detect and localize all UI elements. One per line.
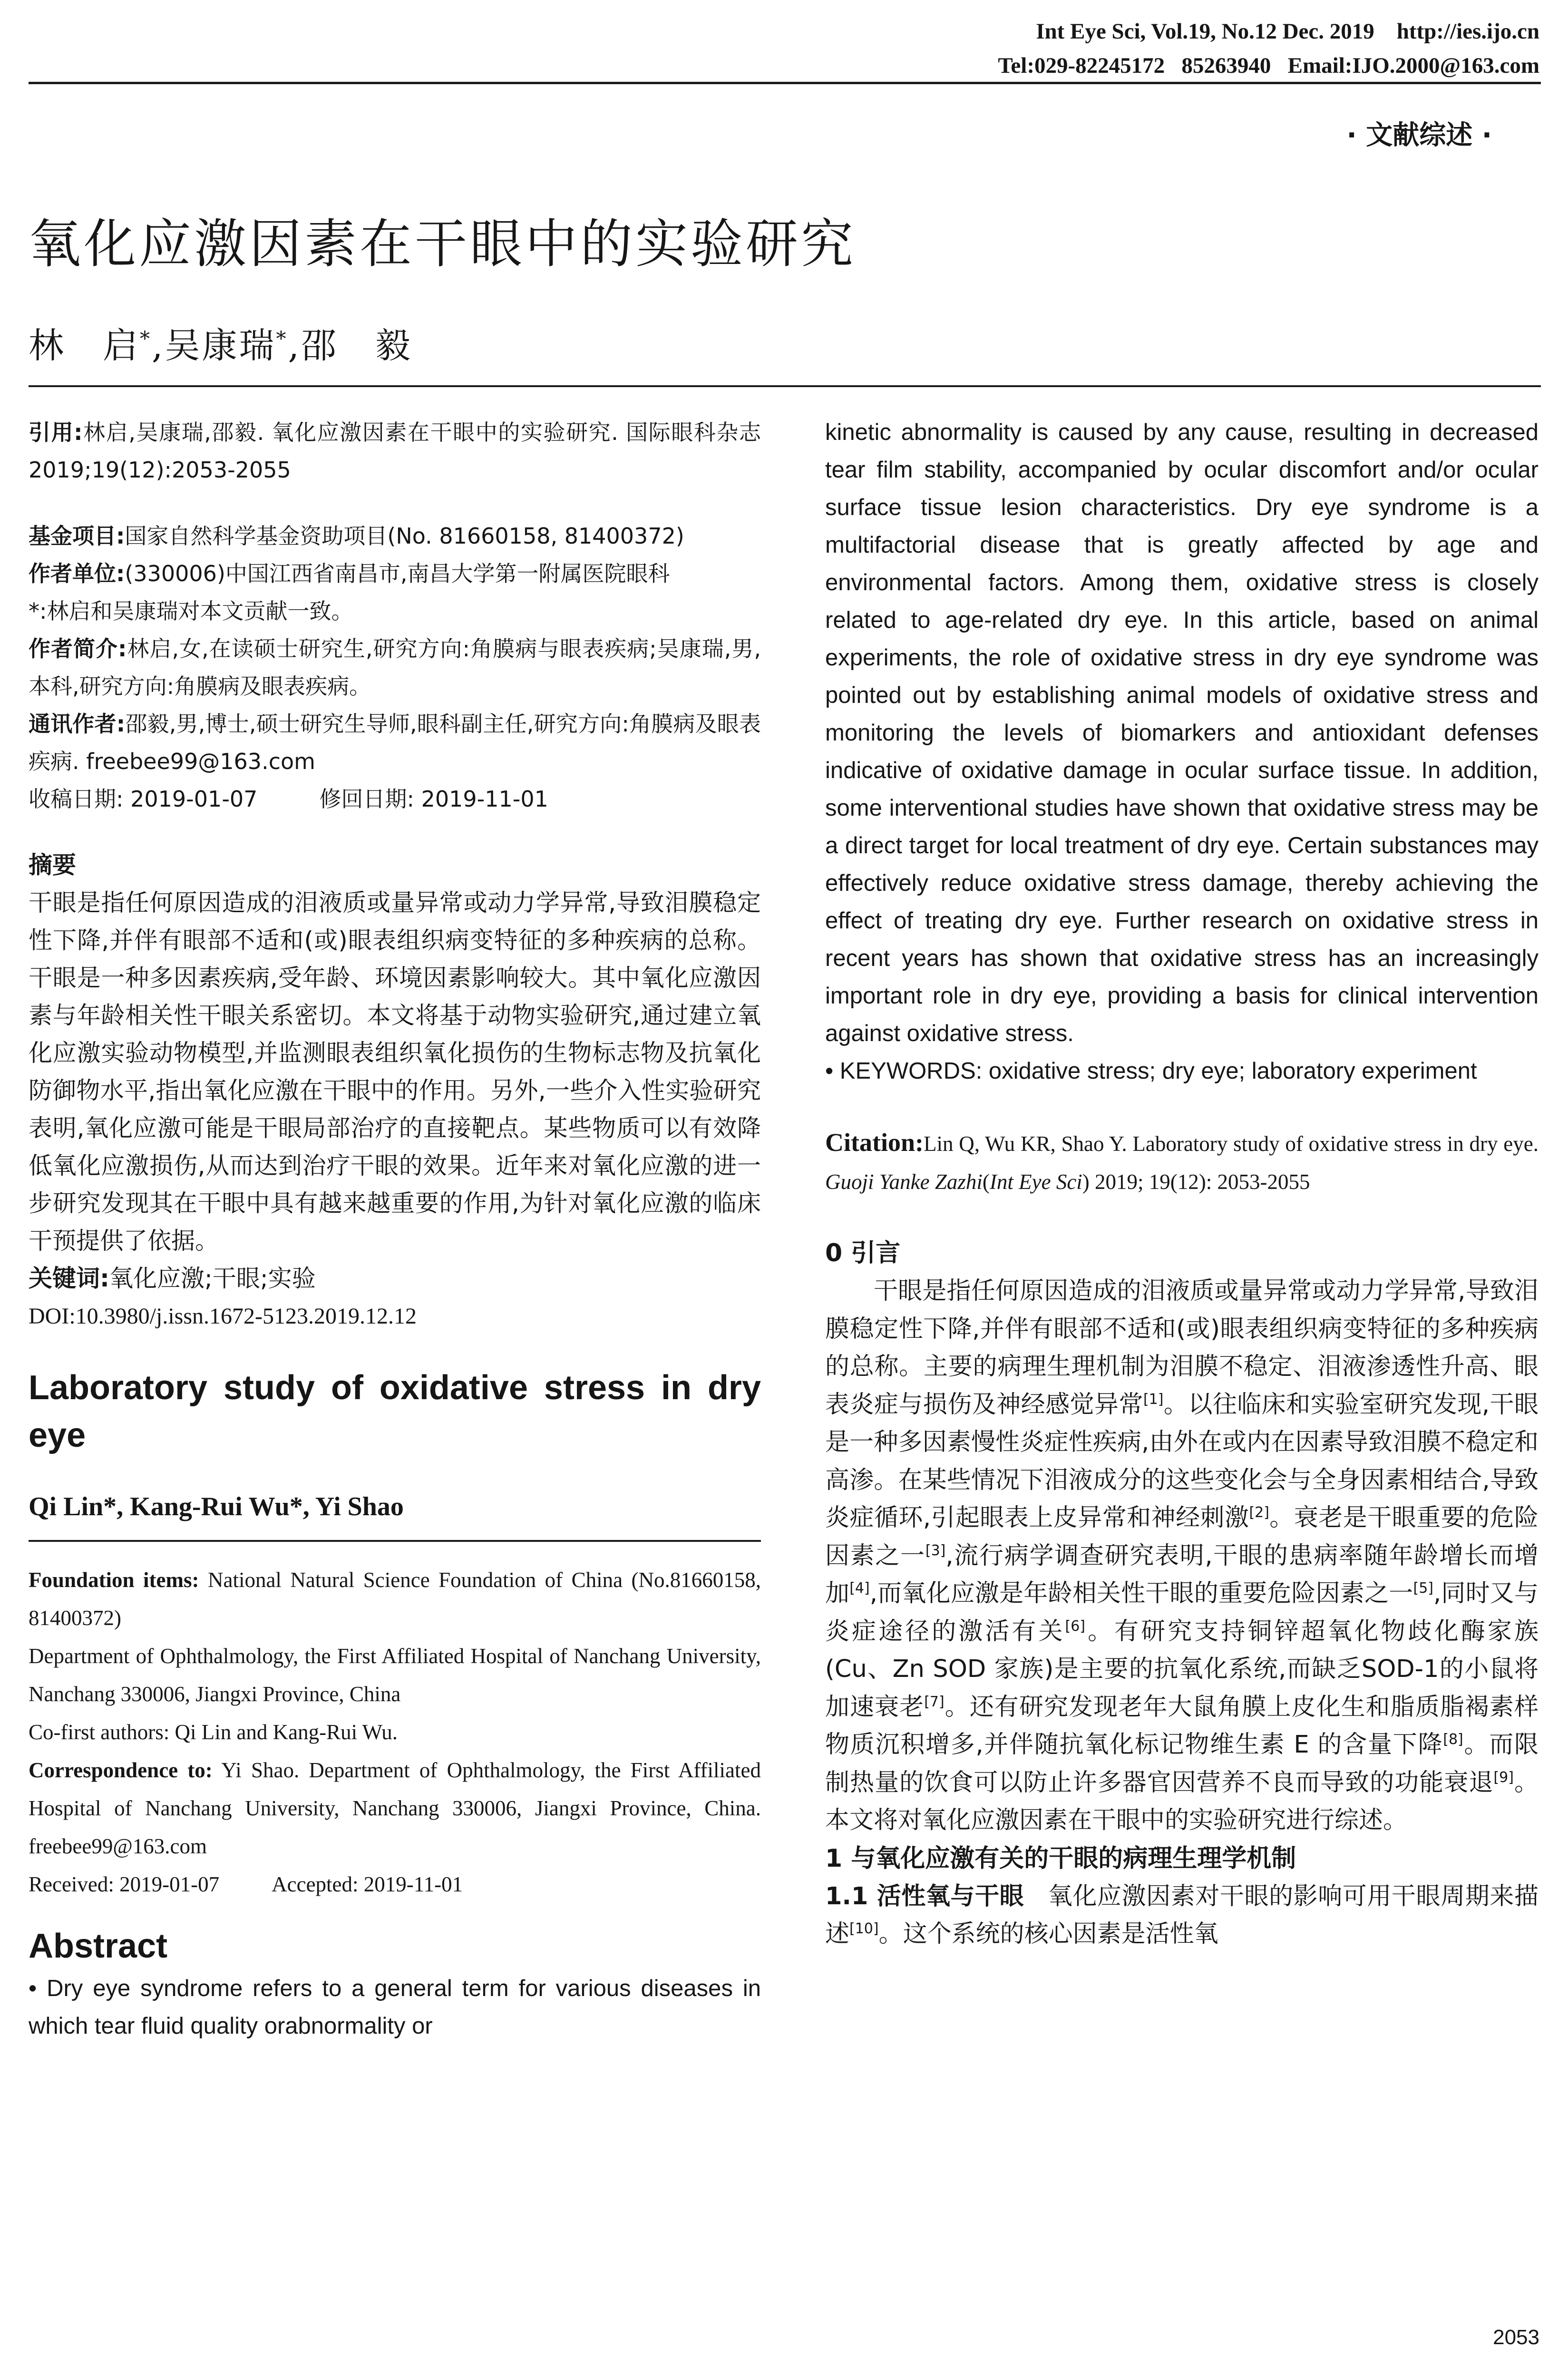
unit-text: (330006)中国江西省南昌市,南昌大学第一附属医院眼科 (125, 561, 670, 586)
section-1-1-text: 氧化应激因素对干眼的影响可用干眼周期来描述 (825, 1882, 1539, 1948)
journal-header-line1: Int Eye Sci, Vol.19, No.12 Dec. 2019 http://ies.ijo.cn (1036, 19, 1539, 44)
title-rule (29, 385, 1541, 387)
intro-text-b: 。以往临床和实验室研究发现,干眼是一种多因素慢性炎症性疾病,由外在或内在因素导致泪膜不稳定和高渗。在某些情况下泪液成分的这些变化会与全身因素相结合,导致炎症循环,引起眼表上皮异常和神经刺激 (825, 1390, 1539, 1532)
right-column (825, 414, 1539, 1953)
section-1-heading: 1 与氧化应激有关的干眼的病理生理学机制 (825, 1844, 1296, 1873)
doi: DOI:10.3980/j.issn.1672-5123.2019.12.12 (29, 1304, 417, 1329)
abstract-en-continued: kinetic abnormality is caused by any cause, resulting in decreased tear film stability, accompanied by ocular discomfort and/or ocular surface tissue lesion characteristics. Dry eye syndrome is a multifactorial disease that is greatly affected by age and environmental factors. Among them, oxidative stress is closely related to age-related dry eye. In this article, based on animal experiments, the role of oxidative stress in dry eye syndrome was pointed out by establishing animal models of oxidative stress and monitoring the levels of biomarkers and antioxidant defenses indicative of oxidative damage in ocular surface tissue. In addition, some interventional studies have shown that oxidative stress may be a direct target for local treatment of dry eye. Certain substances may effectively reduce oxidative stress damage, thereby achieving the effect of treating dry eye. Further research on oxidative stress in recent years has shown that oxidative stress has an increasingly important role in dry eye, providing a basis for clinical intervention against oxidative stress. (825, 419, 1539, 1046)
bio-block (29, 630, 761, 705)
keywords-label: 关键词: (29, 1265, 109, 1292)
citation-en: Citation:Lin Q, Wu KR, Shao Y. Laboratory study of oxidative stress in dry eye. Guoji Yanke Zazhi(Int Eye Sci) 2019; 19(12): 2053-2055 (825, 1128, 1539, 1194)
citation-block (29, 414, 761, 489)
author-1: 林 启 (29, 325, 140, 366)
intro-text-e: ,而氧化应激是年龄相关性干眼的重要危险因素之一 (869, 1579, 1413, 1607)
revised-date-zh: 修回日期: 2019-11-01 (319, 786, 548, 812)
intro-text-c: 。衰老是干眼重要的危险因素之一 (825, 1504, 1539, 1570)
intro-text-f: ,同时又与炎症途径的激活有关 (825, 1579, 1539, 1646)
keywords-text: 氧化应激;干眼;实验 (109, 1265, 316, 1292)
department-en: Department of Ophthalmology, the First Affiliated Hospital of Nanchang University, Nanchang 330006, Jiangxi Province, China (29, 1644, 761, 1706)
citation-en-journal: Guoji Yanke Zazhi (825, 1170, 983, 1194)
corr-text: 邵毅,男,博士,硕士研究生导师,眼科副主任,研究方向:角膜病及眼表疾病. freebee99@163.com (29, 711, 761, 774)
author-3: ,邵 毅 (288, 325, 413, 366)
ref-10: [10] (849, 1920, 879, 1937)
foundation-en (29, 1561, 761, 1637)
fund-text: 国家自然科学基金资助项目(No. 81660158, 81400372) (125, 523, 684, 549)
ref-6: [6] (1065, 1617, 1086, 1635)
column-label: · 文献综述 · (1346, 120, 1492, 151)
abstract-heading-zh: 摘要 (29, 851, 76, 879)
english-title: Laboratory study of oxidative stress in dry eye (29, 1369, 761, 1454)
citation-label: 引用: (29, 419, 83, 445)
citation-text: 林启,吴康瑞,邵毅. 氧化应激因素在干眼中的实验研究. 国际眼科杂志 2019;19(12):2053-2055 (29, 419, 761, 483)
intro-text-j: 。本文将对氧化应激因素在干眼中的实验研究进行综述。 (825, 1768, 1539, 1834)
equal-contribution-note: *:林启和吴康瑞对本文贡献一致。 (29, 598, 353, 624)
bio-label: 作者简介: (29, 636, 127, 662)
ref-8: [8] (1443, 1731, 1463, 1748)
ref-5: [5] (1413, 1580, 1433, 1597)
bio-text: 林启,女,在读硕士研究生,研究方向:角膜病与眼表疾病;吴康瑞,男,本科,研究方向:角膜病及眼表疾病。 (29, 636, 761, 699)
intro-text-a: 干眼是指任何原因造成的泪液质或量异常或动力学异常,导致泪膜稳定性下降,并伴有眼部不适和(或)眼表组织病变特征的多种疾病的总称。主要的病理生理机制为泪膜不稳定、泪液渗透性升高、眼表炎症与损伤及神经感觉异常 (825, 1277, 1539, 1419)
ref-4: [4] (849, 1580, 870, 1597)
intro-paragraph (825, 1272, 1539, 1840)
section-1-1-label: 1.1 活性氧与干眼 (825, 1882, 1024, 1910)
ref-7: [7] (924, 1693, 945, 1710)
received-date-zh: 收稿日期: 2019-01-07 (29, 786, 258, 812)
section-1-1-paragraph (825, 1878, 1539, 1953)
unit-label: 作者单位: (29, 561, 125, 586)
journal-header-line2: Tel:029-82245172 85263940 Email:IJO.2000@163.com (998, 53, 1539, 78)
accepted-en: Accepted: 2019-11-01 (272, 1872, 463, 1896)
dates-en (29, 1865, 761, 1903)
intro-text-d: ,流行病学调查研究表明,干眼的患病率随年龄增长而增加 (825, 1541, 1539, 1607)
citation-en-label: Citation: (825, 1128, 924, 1157)
fund-block (29, 517, 761, 555)
english-authors-rule (29, 1540, 761, 1542)
correspondence-block-zh (29, 705, 761, 780)
intro-text-i: 。而限制热量的饮食可以防止许多器官因营养不良而导致的功能衰退 (825, 1731, 1539, 1797)
header-rule (29, 82, 1541, 84)
fund-label: 基金项目: (29, 523, 125, 549)
page-number: 2053 (1493, 2326, 1539, 2349)
abstract-text-zh: 干眼是指任何原因造成的泪液质或量异常或动力学异常,导致泪膜稳定性下降,并伴有眼部不适和(或)眼表组织病变特征的多种疾病的总称。干眼是一种多因素疾病,受年龄、环境因素影响较大。其中氧化应激因素与年龄相关性干眼关系密切。本文将基于动物实验研究,通过建立氧化应激实验动物模型,并监测眼表组织氧化损伤的生物标志物及抗氧化防御物水平,指出氧化应激在干眼中的作用。另外,一些介入性实验研究表明,氧化应激可能是干眼局部治疗的直接靶点。某些物质可以有效降低氧化应激损伤,从而达到治疗干眼的效果。近年来对氧化应激的进一步研究发现其在干眼中具有越来越重要的作用,为针对氧化应激的临床干预提供了依据。 (29, 889, 761, 1255)
received-en: Received: 2019-01-07 (29, 1872, 220, 1896)
english-authors: Qi Lin*, Kang-Rui Wu*, Yi Shao (29, 1492, 404, 1521)
intro-text-g: 。有研究支持铜锌超氧化物歧化酶家族(Cu、Zn SOD 家族)是主要的抗氧化系统,而缺乏SOD-1的小鼠将加速衰老 (825, 1617, 1539, 1721)
abstract-en-start: • Dry eye syndrome refers to a general term for various diseases in which tear fluid quality orabnormality or (29, 1976, 761, 2039)
keywords-en: • KEYWORDS: oxidative stress; dry eye; laboratory experiment (825, 1058, 1477, 1084)
citation-en-text1: Lin Q, Wu KR, Shao Y. Laboratory study of oxidative stress in dry eye. (923, 1132, 1539, 1156)
unit-block (29, 555, 761, 593)
intro-text-h: 。还有研究发现老年大鼠角膜上皮化生和脂质脂褐素样物质沉积增多,并伴随抗氧化标记物维生素 E 的含量下降 (825, 1693, 1539, 1759)
cofirst-authors: Co-first authors: Qi Lin and Kang-Rui Wu. (29, 1720, 398, 1744)
article-authors (29, 318, 412, 368)
section-1-1-text2: 。这个系统的核心因素是活性氧 (878, 1920, 1218, 1948)
left-column (29, 414, 761, 2045)
keywords-zh (29, 1260, 761, 1297)
abstract-heading-en: Abstract (29, 1927, 168, 1965)
author-2-mark: * (276, 327, 288, 351)
author-2: ,吴康瑞 (152, 325, 276, 366)
intro-heading: 0 引言 (825, 1239, 901, 1267)
correspondence-en (29, 1751, 761, 1865)
foundation-label: Foundation items: (29, 1568, 199, 1592)
ref-1: [1] (1143, 1391, 1164, 1408)
citation-en-text2: 2019; 19(12): 2053-2055 (1089, 1170, 1310, 1194)
ref-9: [9] (1493, 1769, 1514, 1786)
correspondence-text: Yi Shao. Department of Ophthalmology, the First Affiliated Hospital of Nanchang University, Nanchang 330006, Jiangxi Province, China. freebee99@163.com (29, 1758, 761, 1858)
dates-zh (29, 780, 761, 818)
ref-3: [3] (925, 1542, 946, 1559)
ref-2: [2] (1249, 1504, 1269, 1521)
author-1-mark: * (140, 327, 152, 351)
article-title: 氧化应激因素在干眼中的实验研究 (29, 214, 856, 274)
citation-en-abbrev: Int Eye Sci (989, 1170, 1082, 1194)
foundation-text: National Natural Science Foundation of China (No.81660158, 81400372) (29, 1568, 761, 1630)
correspondence-label: Correspondence to: (29, 1758, 213, 1782)
corr-label: 通讯作者: (29, 711, 126, 737)
